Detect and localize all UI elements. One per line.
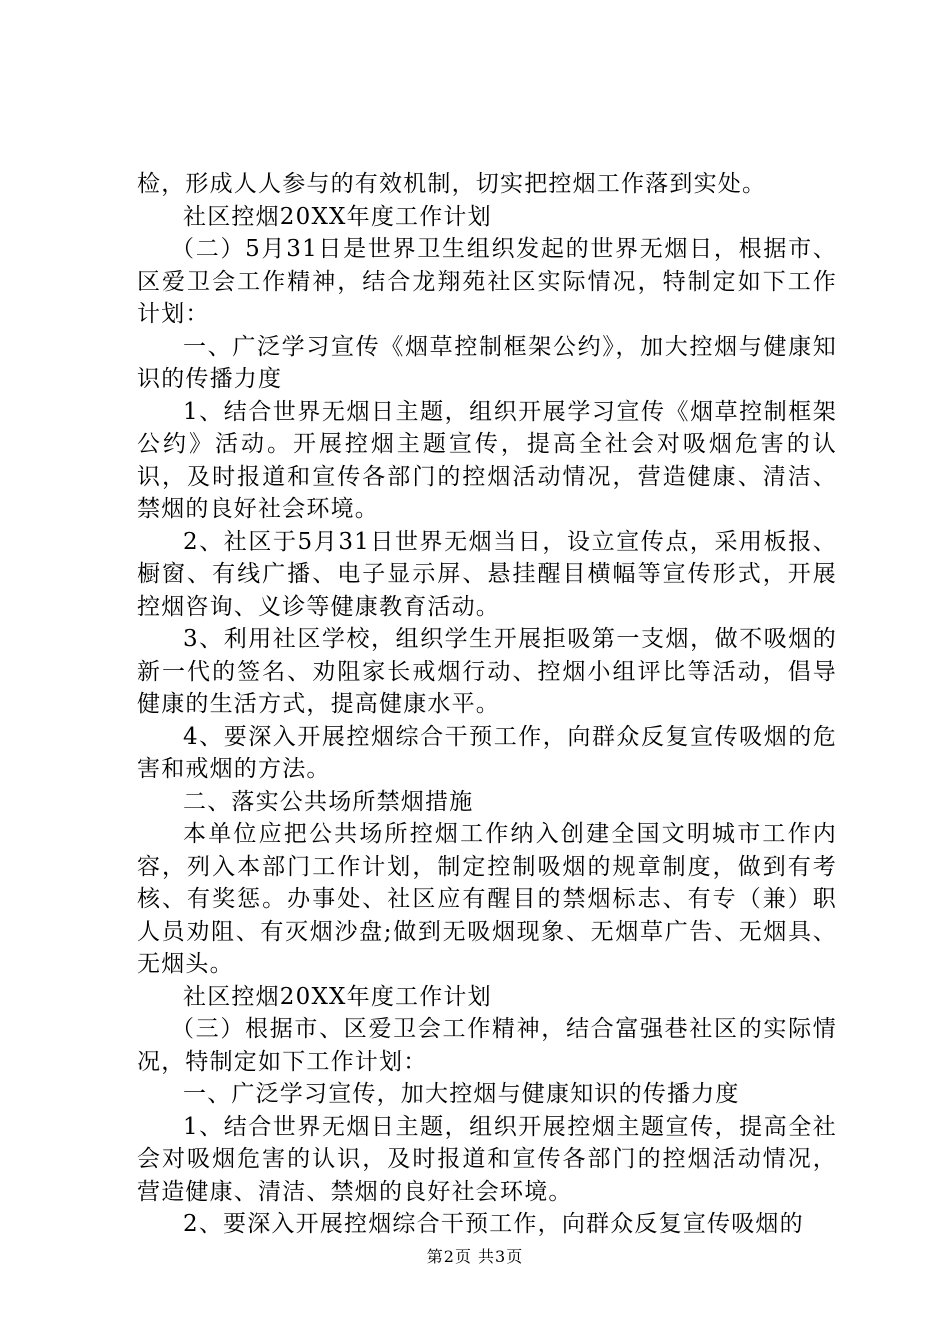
- section-title: 社区控烟20XX年度工作计划: [183, 983, 492, 1010]
- paragraph: 本单位应把公共场所控烟工作纳入创建全国文明城市工作内容，列入本部门工作计划，制定控制吸烟的规章制度，做到有考核、有奖惩。办事处、社区应有醒目的禁烟标志、有专（兼）职人员劝阻、有灭烟沙盘;做到无吸烟现象、无烟草广告、无烟具、无烟头。: [137, 821, 837, 977]
- list-item: 1、结合世界无烟日主题，组织开展控烟主题宣传，提高全社会对吸烟危害的认识，及时报道和宣传各部门的控烟活动情况，营造健康、清洁、禁烟的良好社会环境。: [137, 1113, 837, 1205]
- document-body: [137, 168, 837, 1241]
- list-item: 4、要深入开展控烟综合干预工作，向群众反复宣传吸烟的危害和戒烟的方法。: [137, 723, 837, 782]
- paragraph: （三）根据市、区爱卫会工作精神，结合富强巷社区的实际情况，特制定如下工作计划：: [137, 1016, 837, 1075]
- list-item: 2、要深入开展控烟综合干预工作，向群众反复宣传吸烟的: [183, 1211, 804, 1237]
- heading-item: 一、广泛学习宣传《烟草控制框架公约》，加大控烟与健康知识的传播力度: [137, 333, 837, 392]
- paragraph: （二）5月31日是世界卫生组织发起的世界无烟日，根据市、区爱卫会工作精神，结合龙翔苑社区实际情况，特制定如下工作计划：: [137, 236, 837, 327]
- list-item: 2、社区于5月31日世界无烟当日，设立宣传点，采用板报、橱窗、有线广播、电子显示屏、悬挂醒目横幅等宣传形式，开展控烟咨询、义诊等健康教育活动。: [137, 528, 837, 620]
- section-title: 社区控烟20XX年度工作计划: [183, 203, 492, 230]
- heading-item: 一、广泛学习宣传，加大控烟与健康知识的传播力度: [183, 1081, 740, 1107]
- list-item: 3、利用社区学校，组织学生开展拒吸第一支烟，做不吸烟的新一代的签名、劝阻家长戒烟行动、控烟小组评比等活动，倡导健康的生活方式，提高健康水平。: [137, 626, 837, 717]
- heading-item: 二、落实公共场所禁烟措施: [183, 788, 474, 815]
- list-item: 1、结合世界无烟日主题，组织开展学习宣传《烟草控制框架公约》活动。开展控烟主题宣传，提高全社会对吸烟危害的认识，及时报道和宣传各部门的控烟活动情况，营造健康、清洁、禁烟的良好社会环境。: [137, 398, 837, 522]
- page-number-footer: 第2页 共3页: [426, 1247, 524, 1266]
- paragraph-continuation: 检，形成人人参与的有效机制，切实把控烟工作落到实处。: [137, 171, 767, 197]
